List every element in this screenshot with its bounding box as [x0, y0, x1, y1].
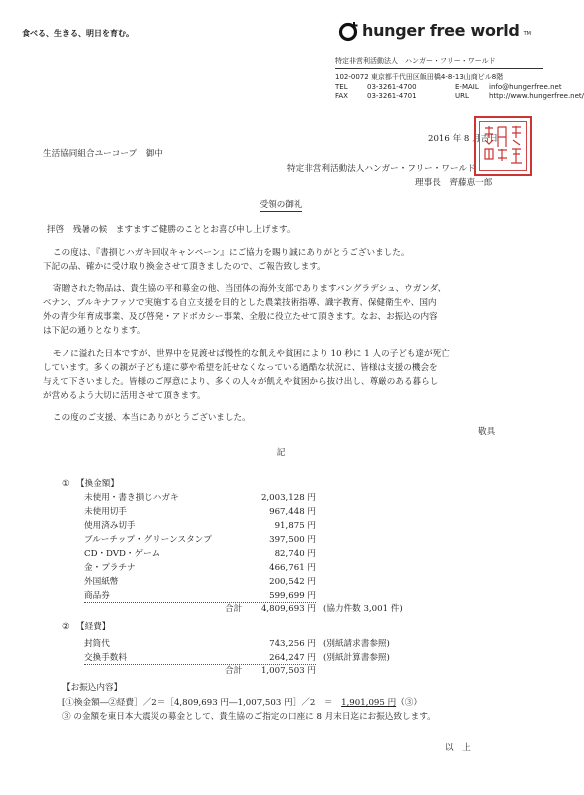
body-line: この度のご支援、本当にありがとうございました。: [53, 413, 251, 423]
item-label: 交換手数料: [84, 653, 127, 663]
logo-text: hunger free world: [362, 20, 520, 40]
body-line: 外の青少年育成事業、及び啓発・アドボカシー事業、全般に役立たせて頂きます。なお、お振込の内容: [43, 312, 438, 322]
seal-stamp-icon: [474, 116, 532, 176]
item-note: (別紙計算書参照): [323, 653, 390, 663]
letter-title-text: 受領の御礼: [259, 200, 303, 210]
transfer-formula: [62, 698, 422, 709]
item-amount: 743,256 円: [269, 639, 316, 649]
section1-total-amount: 4,809,693 円: [260, 604, 316, 614]
item-label: ブルーチップ・グリーンスタンプ: [84, 535, 212, 545]
tagline: 食べる、生きる、明日を育む。: [22, 29, 134, 38]
divider: [84, 602, 316, 603]
body-line: は下記の通りとなります。: [43, 326, 146, 336]
body-line: が営めるよう大切に活用させて頂きます。: [43, 391, 206, 401]
item-amount: 599,699 円: [269, 591, 316, 601]
item-label: 金・プラチナ: [84, 563, 136, 573]
recipient: 生活協同組合ユーコープ 御中: [43, 149, 163, 159]
body-line: モノに溢れた日本ですが、世界中を見渡せば慢性的な飢えや貧困により 10 秒に 1 人の子ども達が死亡: [53, 349, 450, 359]
sender: 特定非営利活動法人ハンガー・フリー・ワールド: [287, 164, 476, 174]
contact-value: info@hungerfree.net: [489, 83, 562, 91]
section1-number: ①: [62, 479, 70, 489]
contact-key: TEL: [335, 83, 348, 91]
section1-total-label: 合計: [225, 604, 243, 614]
body-line: 与えて下さいました。皆様のご厚意により、多くの人々が飢えや貧困から抜け出し、尊厳のある暮らし: [43, 377, 439, 387]
section2-total-amount: 1,007,503 円: [260, 666, 316, 676]
header-divider: [335, 68, 543, 69]
closing: 敬具: [478, 427, 496, 437]
org-line: 特定非営利活動法人 ハンガー・フリー・ワールド: [335, 57, 496, 65]
item-amount: 264,247 円: [269, 653, 316, 663]
contact-key: E-MAIL: [455, 83, 479, 91]
contact-value: 03-3261-4701: [367, 92, 417, 100]
item-amount: 82,740 円: [274, 549, 316, 559]
item-amount: 967,448 円: [269, 507, 316, 517]
contact-row-tel: [335, 83, 562, 92]
item-note: (別紙請求書参照): [323, 639, 390, 649]
logo-tm: TM: [523, 31, 531, 37]
section1-total-note: (協力件数 3,001 件): [323, 604, 403, 614]
section2-total-label: 合計: [225, 666, 243, 676]
body-line: ベナン、ブルキナファソで実施する自立支援を目的とした農業技術指導、識字教育、保健衛生や、国内: [43, 298, 437, 308]
transfer-ref: （③）: [396, 698, 422, 708]
item-amount: 200,542 円: [269, 577, 316, 587]
item-label: 封筒代: [84, 639, 110, 649]
body-line: 下記の品、確かに受け取り換金させて頂きましたので、ご報告致します。: [43, 262, 326, 272]
transfer-amount: 1,901,095 円: [341, 698, 397, 708]
contact-key: URL: [455, 92, 469, 100]
body-line: この度は、『書損じハガキ回収キャンペーン』にご協力を賜り誠にありがとうございました。: [53, 248, 410, 258]
ki-heading: 記: [276, 448, 286, 458]
section1-heading: 【換金額】: [76, 479, 119, 489]
letter-date: 2016 年 8 月吉日: [428, 134, 498, 144]
section2-number: ②: [62, 622, 70, 632]
address: 102-0072 東京都千代田区飯田橋4-8-13山商ビル8階: [335, 73, 504, 81]
item-amount: 91,875 円: [274, 521, 316, 531]
logo-mark-icon: [338, 20, 358, 40]
item-label: 未使用切手: [84, 507, 127, 517]
item-amount: 466,761 円: [269, 563, 316, 573]
letter-title: [0, 200, 562, 211]
transfer-formula-text: [①換金額―②経費］／2＝［4,809,693 円―1,007,503 円］／2 ＝: [62, 698, 342, 708]
item-label: 未使用・書き損じハガキ: [84, 493, 179, 503]
contact-key: FAX: [335, 92, 348, 100]
representative: 理事長 齊藤恵一郎: [415, 178, 493, 188]
transfer-note: ③ の金額を東日本大震災の募金として、貴生協のご指定の口座に 8 月末日迄にお振込致します。: [62, 712, 436, 722]
item-label: CD・DVD・ゲーム: [84, 549, 161, 559]
contact-value: http://www.hungerfree.net/: [489, 92, 584, 100]
body-line: しています。多くの親が子ども達に夢や希望を託せなくなっている過酷な状況に、皆様は支援の機会を: [43, 363, 438, 373]
item-label: 使用済み切手: [84, 521, 136, 531]
item-label: 商品券: [84, 591, 110, 601]
item-label: 外国紙幣: [84, 577, 119, 587]
section2-heading: 【経費】: [76, 622, 111, 632]
logo: [338, 20, 531, 40]
divider: [84, 664, 316, 665]
body-line: 寄贈された物品は、貴生協の平和募金の他、当団体の海外支部でありますバングラデシュ、ウガンダ、: [53, 284, 447, 294]
contact-row-fax: [335, 92, 584, 101]
item-amount: 397,500 円: [269, 535, 316, 545]
item-amount: 2,003,128 円: [260, 493, 316, 503]
ending: 以 上: [445, 743, 471, 753]
transfer-heading: 【お振込内容】: [62, 683, 123, 693]
body-line: 拝啓 残暑の候 ますますご健勝のこととお喜び申し上げます。: [47, 225, 296, 235]
contact-value: 03-3261-4700: [367, 83, 417, 91]
